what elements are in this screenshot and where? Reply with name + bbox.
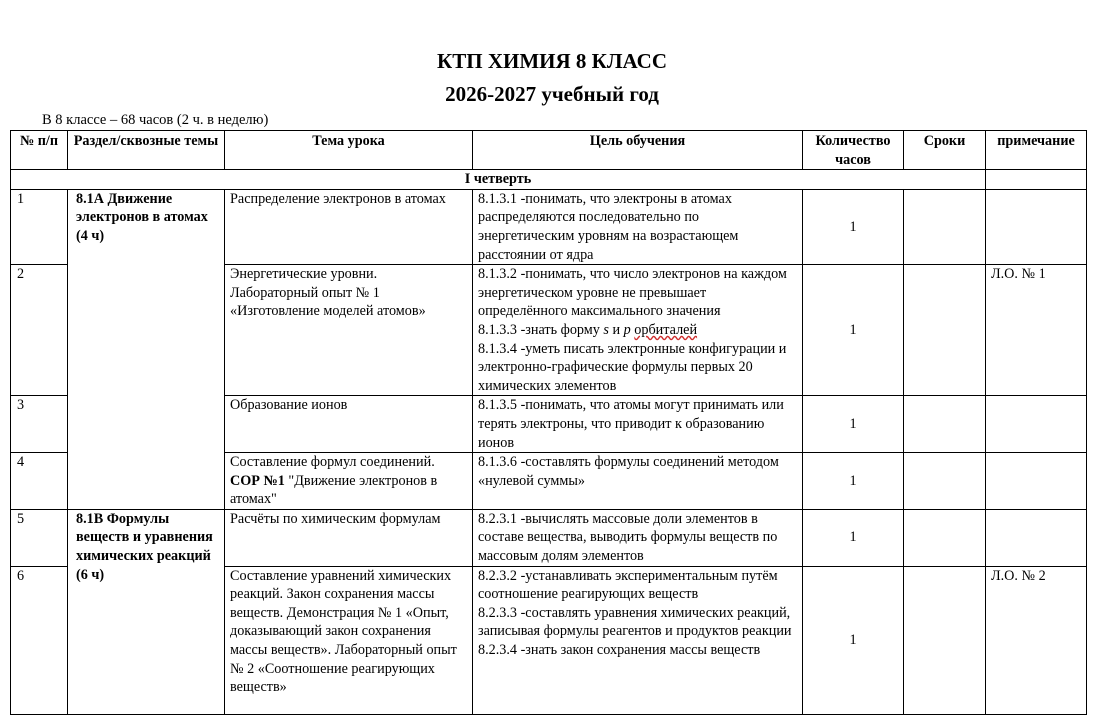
row-note: Л.О. № 2 xyxy=(986,566,1087,714)
spellcheck-word: орбиталей xyxy=(634,321,698,338)
document-title: КТП ХИМИЯ 8 КЛАСС xyxy=(437,49,667,73)
row-dates xyxy=(904,509,986,566)
row-dates xyxy=(904,189,986,264)
row-hours: 1 xyxy=(803,453,904,510)
goal-line: 8.2.3.3 -составлять уравнения химических реакций, записывая формулы реагентов и продуктов реакции xyxy=(478,604,792,640)
goal-text: и xyxy=(612,321,621,338)
header-note: примечание xyxy=(986,131,1087,170)
orbital-s: s xyxy=(603,321,609,338)
header-section: Раздел/сквозные темы xyxy=(68,131,225,170)
row-topic: Энергетические уровни. Лабораторный опыт № 1 «Изготовление моделей атомов» xyxy=(225,265,473,396)
goal-line: 8.2.3.2 -устанавливать экспериментальным путём соотношение реагирующих веществ xyxy=(478,567,778,603)
row-num: 5 xyxy=(11,509,68,566)
row-dates xyxy=(904,566,986,714)
row-hours: 1 xyxy=(803,396,904,453)
row-topic: Расчёты по химическим формулам xyxy=(225,509,473,566)
row-dates xyxy=(904,396,986,453)
row-topic: Составление уравнений химических реакций. Закон сохранения массы веществ. Демонстрация № 1 «Опыт, доказывающий закон сохранения массы веществ». Лабораторный опыт № 2 «Соотношение реагирующих веществ» xyxy=(225,566,473,714)
row-topic: Образование ионов xyxy=(225,396,473,453)
header-row xyxy=(11,131,1087,170)
row-goal xyxy=(473,566,803,714)
section-cell: 8.1А Движение электронов в атомах (4 ч) xyxy=(68,189,225,509)
row-note xyxy=(986,509,1087,566)
row-num: 1 xyxy=(11,189,68,264)
quarter-label: I четверть xyxy=(11,170,986,190)
goal-line: 8.1.3.2 -понимать, что число электронов на каждом энергетическом уровне не превышает определённого максимального значения xyxy=(478,266,787,320)
row-hours: 1 xyxy=(803,189,904,264)
row-note: Л.О. № 1 xyxy=(986,265,1087,396)
row-hours: 1 xyxy=(803,566,904,714)
header-topic: Тема урока xyxy=(225,131,473,170)
topic-text: Составление формул соединений. xyxy=(230,454,435,471)
section-cell: 8.1В Формулы веществ и уравнения химических реакций (6 ч) xyxy=(68,509,225,714)
header-hours: Количество часов xyxy=(803,131,904,170)
topic-text: "Движение электронов в атомах" xyxy=(230,472,438,508)
goal-line xyxy=(478,321,797,340)
row-num: 6 xyxy=(11,566,68,714)
row-dates xyxy=(904,453,986,510)
row-num: 4 xyxy=(11,453,68,510)
row-num: 3 xyxy=(11,396,68,453)
row-goal xyxy=(473,265,803,396)
row-hours: 1 xyxy=(803,265,904,396)
row-goal: 8.1.3.6 -составлять формулы соединений методом «нулевой суммы» xyxy=(473,453,803,510)
orbital-p: p xyxy=(623,321,631,338)
sor-label: СОР №1 xyxy=(230,472,285,489)
row-goal: 8.1.3.5 -понимать, что атомы могут принимать или терять электроны, что приводит к образованию ионов xyxy=(473,396,803,453)
row-note xyxy=(986,189,1087,264)
hours-note: В 8 классе – 68 часов (2 ч. в неделю) xyxy=(42,112,269,128)
quarter-row xyxy=(11,170,1087,190)
plan-table xyxy=(10,130,1087,715)
table-row xyxy=(11,509,1087,566)
row-topic: Распределение электронов в атомах xyxy=(225,189,473,264)
academic-year: 2026-2027 учебный год xyxy=(445,82,659,106)
row-dates xyxy=(904,265,986,396)
row-hours: 1 xyxy=(803,509,904,566)
goal-line: 8.1.3.4 -уметь писать электронные конфигурации и электронно-графические формулы первых 20 химических элементов xyxy=(478,340,787,394)
row-num: 2 xyxy=(11,265,68,396)
goal-text: 8.1.3.3 -знать форму xyxy=(478,321,600,338)
goal-line: 8.2.3.4 -знать закон сохранения массы веществ xyxy=(478,642,761,659)
header-dates: Сроки xyxy=(904,131,986,170)
row-topic xyxy=(225,453,473,510)
row-goal: 8.1.3.1 -понимать, что электроны в атомах распределяются последовательно по энергетическим уровням на возрастающем расстоянии от ядра xyxy=(473,189,803,264)
header-goal: Цель обучения xyxy=(473,131,803,170)
row-note xyxy=(986,396,1087,453)
header-num: № п/п xyxy=(11,131,68,170)
table-row xyxy=(11,189,1087,264)
quarter-note-cell xyxy=(986,170,1087,190)
row-goal: 8.2.3.1 -вычислять массовые доли элементов в составе вещества, выводить формулы веществ по массовым долям элементов xyxy=(473,509,803,566)
row-note xyxy=(986,453,1087,510)
